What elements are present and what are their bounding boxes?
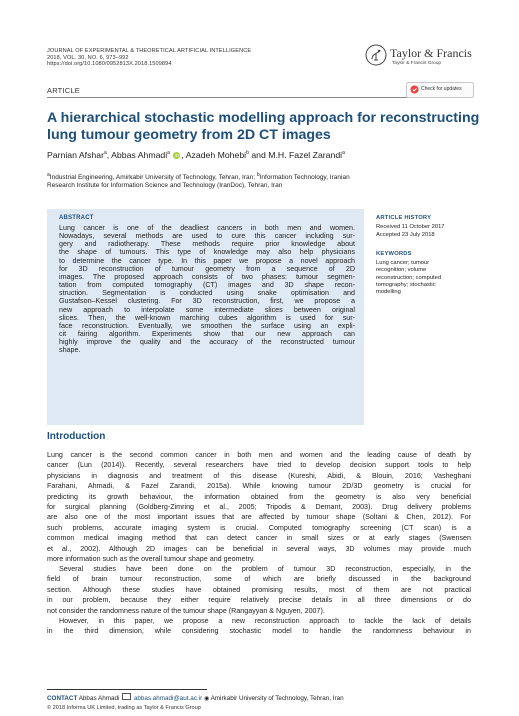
author-name[interactable]: M.H. Fazel Zarandi	[268, 150, 343, 160]
intro-paragraph-1	[47, 450, 471, 564]
abstract-line: the shape of tumours. This type of knowledge may also help physicians	[59, 248, 355, 257]
contact-line	[47, 693, 344, 702]
abstract-line: Lung cancer is one of the deadliest cancers in both men and women.	[59, 224, 355, 232]
body-line: cancer (Lun (2014)). Recently, several researchers have tried to develop decision support tools to help	[47, 461, 471, 470]
footer-divider	[47, 689, 207, 690]
author-sup: a	[104, 150, 107, 157]
article-history-heading: ARTICLE HISTORY	[376, 215, 432, 221]
introduction-heading: Introduction	[47, 431, 106, 442]
email-icon	[122, 693, 131, 700]
keyword-line: modelling	[376, 289, 401, 296]
author-sup: b	[246, 150, 249, 157]
body-line: more information such as the overall tumour shape and geometry.	[47, 555, 255, 564]
keyword-line: recognition; volume	[376, 267, 427, 274]
abstract-line: tation from computed tomography (CT) images and 3D shape recon-	[59, 281, 355, 290]
author-sup: a	[167, 150, 170, 157]
author-name[interactable]: Parnian Afshar	[47, 150, 104, 160]
title-line: lung tumour geometry from 2D CT images	[47, 127, 331, 143]
body-line: Lung cancer is the second common cancer in both men and women and the leading cause of death by	[47, 451, 471, 459]
affiliations	[47, 171, 477, 190]
body-line: are also one of the most important issues that are affected by tumour shape (Soltani & Chen, 2012). For	[47, 513, 471, 522]
received-date: Received 11 October 2017	[376, 224, 445, 230]
body-line: physicians in diagnosis and treatment of this disease (Kureshi, Abidi, & Blouin, 2016; Vasheghani	[47, 471, 471, 480]
abstract-line: highly improve the quality and the accuracy of the reconstructed tumour	[59, 338, 355, 347]
abstract-line: shape.	[59, 346, 81, 355]
accepted-date: Accepted 23 July 2018	[376, 232, 435, 238]
abstract-text	[59, 224, 355, 355]
body-line: in the third dimension, while considering stochastic model to handle the randomness behaviour in	[47, 627, 471, 636]
abstract-line: for 3D reconstruction of tumour geometry from a sequence of 2D	[59, 264, 355, 273]
publisher-name: Taylor & Francis	[390, 46, 472, 60]
body-line: Several studies have been done on the problem of tumour 3D reconstruction, especially, in the	[59, 565, 471, 573]
keywords-list	[376, 260, 441, 296]
article-type-label: ARTICLE	[47, 86, 80, 95]
journal-info	[47, 48, 251, 68]
doi-link[interactable]: https://doi.org/10.1080/0952813X.2018.1509894	[47, 61, 172, 68]
abstract-line: Nowadays, several methods are used to cure this cancer including sur-	[59, 232, 355, 241]
keyword-line: tomography; stochastic	[376, 281, 436, 288]
abstract-line: slices. Then, the well-known marching cubes algorithm is used for sur-	[59, 313, 355, 322]
location-pin-icon: ◉	[203, 696, 210, 702]
author-name[interactable]: Azadeh Mohebi	[185, 150, 247, 160]
contact-name: Abbas Ahmadi	[78, 695, 120, 702]
author-list: Parnian Afshar$^a$, Abbas Ahmadi$^a$ iD , Azadeh Mohebi$^b$ and M.H. Fazel Zarandi$^a$	[47, 150, 345, 160]
copyright-notice: © 2018 Informa UK Limited, trading as Taylor & Francis Group	[47, 705, 201, 711]
body-line: for surgical planning (Goldberg-Zimring et al., 2005; Tripodis & Demant, 2003). Drug delivery problems	[47, 503, 471, 512]
keyword-line: reconstruction; computed	[376, 274, 442, 281]
abstract-line: face reconstruction. Eventually, we smoothen the surface using an expli-	[59, 321, 355, 330]
journal-issue: 2018, VOL. 30, NO. 6, 973–992	[47, 54, 129, 61]
abstract-line: images. The proposed approach consists of two phases: tumour segmen-	[59, 272, 355, 281]
abstract-line: struction. Segmentation is conducted using snake optimisation and	[59, 289, 355, 298]
body-line: However, in this paper, we propose a new reconstruction approach to tackle the lack of details	[59, 617, 471, 625]
intro-paragraph-2	[47, 564, 471, 616]
keywords-heading: KEYWORDS	[376, 251, 412, 257]
contact-address: Amirkabir University of Technology, Tehran, Iran	[210, 695, 344, 702]
body-line: section. Although these studies have obtained promising results, most of them are not practical	[47, 585, 471, 594]
body-line: Farahani, Ahmadi, & Fazel Zarandi, 2015a). While knowing tumour 2D/3D geometry is crucial for	[47, 482, 471, 491]
body-line: et al., 2002). Although 2D images can be beneficial in several ways, 3D volumes may provide much	[47, 544, 471, 553]
abstract-line: to determine the cancer type. In this paper we propose a novel approach	[59, 256, 355, 265]
affiliation-line: $^a$Industrial Engineering, Amirkabir University of Technology, Tehran, Iran; $^b$Information Technology, Iranian	[47, 172, 350, 182]
taylor-francis-logo-icon	[365, 44, 387, 66]
keyword-line: Lung cancer; tumour	[376, 260, 430, 266]
abstract-line: cit fairing algorithm. Experiments show that our new approach can	[59, 330, 355, 339]
title-line: A hierarchical stochastic modelling approach for reconstructing	[47, 110, 480, 126]
journal-name: JOURNAL OF EXPERIMENTAL & THEORETICAL ARTIFICIAL INTELLIGENCE	[47, 48, 252, 54]
publisher-group: Taylor & Francis Group	[392, 61, 442, 66]
contact-email[interactable]: abbas.ahmadi@aut.ac.ir	[133, 695, 203, 702]
article-title	[47, 110, 487, 144]
body-line: common medical imaging method that can detect cancer in small sizes or at early stages (Swensen	[47, 534, 471, 543]
check-updates-icon	[410, 85, 419, 94]
author-conjunction: and	[251, 150, 266, 160]
affiliation-sup: b	[256, 172, 260, 178]
body-line: such problems, accurate imaging system is crucial. Computed tomography screening (CT scan) is a	[47, 523, 471, 532]
check-for-updates-button[interactable]	[406, 82, 474, 98]
abstract-line: Gustafson–Kessel clustering. For 3D reconstruction, first, we propose a	[59, 297, 355, 306]
abstract-line: gery and radiotherapy. These methods require prior knowledge about	[59, 240, 355, 249]
body-line: not consider the randomness nature of the tumour shape (Rangayyan & Nguyen, 2007).	[47, 606, 325, 615]
orcid-icon[interactable]: iD	[174, 153, 179, 158]
check-updates-label: Check for updates	[421, 86, 462, 92]
intro-paragraph-3	[47, 616, 471, 637]
body-line: predicting its growth behaviour, the information obtained from the geometry is also very beneficial	[47, 492, 471, 501]
affiliation-line: Research Institute for Information Science and Technology (IranDoc), Tehran, Iran	[47, 182, 283, 190]
body-line: in our problem, because they either require relatively precise details in all three dimensions or do	[47, 596, 471, 605]
author-name[interactable]: Abbas Ahmadi	[111, 150, 168, 160]
abstract-line: new approach to interpolate some intermediate slices between original	[59, 305, 355, 314]
body-line: field of brain tumour reconstruction, some of which are briefly discussed in the background	[47, 575, 471, 584]
abstract-heading: ABSTRACT	[59, 215, 94, 221]
contact-label: CONTACT	[47, 695, 78, 702]
author-sup: a	[342, 150, 345, 157]
